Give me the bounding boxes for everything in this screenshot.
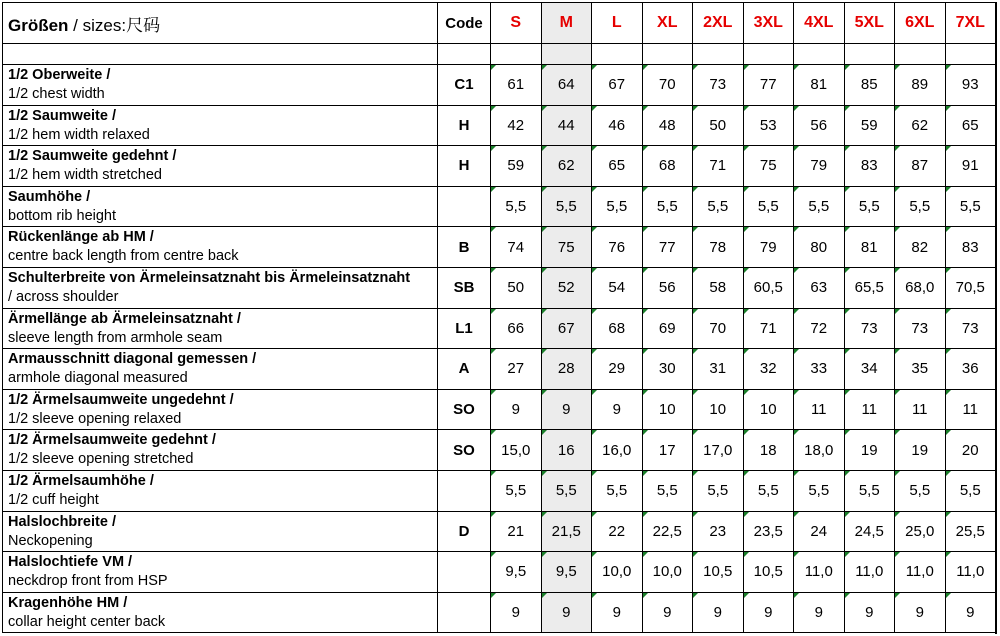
size-value-7xl: 65 [945, 105, 996, 146]
size-value-5xl: 5,5 [844, 186, 895, 227]
size-value-4xl: 72 [794, 308, 845, 349]
measurement-code: D [438, 511, 491, 552]
table-row [3, 552, 996, 593]
size-value-6xl: 11 [895, 389, 946, 430]
table-row [3, 511, 996, 552]
measurement-label-en: neckdrop front from HSP [8, 573, 168, 590]
measurement-label-en: 1/2 cuff height [8, 491, 99, 508]
size-value-3xl: 5,5 [743, 186, 794, 227]
spacer-cell [945, 44, 996, 65]
size-value-xl: 5,5 [642, 470, 693, 511]
size-value-5xl: 81 [844, 227, 895, 268]
size-value-4xl: 18,0 [794, 430, 845, 471]
size-value-6xl: 5,5 [895, 470, 946, 511]
measurement-label-de: 1/2 Ärmelsaumhöhe / [8, 472, 154, 489]
size-value-4xl: 5,5 [794, 470, 845, 511]
spacer-cell [844, 44, 895, 65]
size-value-m: 75 [541, 227, 592, 268]
size-value-3xl: 32 [743, 349, 794, 390]
spacer-cell [592, 44, 643, 65]
table-right-border [995, 2, 997, 634]
size-value-3xl: 23,5 [743, 511, 794, 552]
measurement-label-en: sleeve length from armhole seam [8, 329, 223, 346]
size-value-7xl: 5,5 [945, 470, 996, 511]
table-row [3, 470, 996, 511]
table-row [3, 65, 996, 106]
size-value-2xl: 10 [693, 389, 744, 430]
spacer-cell [693, 44, 744, 65]
size-value-5xl: 11,0 [844, 552, 895, 593]
spacer-cell [541, 44, 592, 65]
size-value-6xl: 5,5 [895, 186, 946, 227]
size-header-4xl: 4XL [794, 3, 845, 44]
size-value-s: 9 [491, 592, 542, 633]
measurement-label-en: 1/2 sleeve opening stretched [8, 451, 194, 468]
size-value-3xl: 5,5 [743, 470, 794, 511]
size-value-s: 15,0 [491, 430, 542, 471]
size-header-2xl: 2XL [693, 3, 744, 44]
size-value-6xl: 73 [895, 308, 946, 349]
size-value-4xl: 80 [794, 227, 845, 268]
size-chart-table [2, 2, 996, 633]
size-value-m: 64 [541, 65, 592, 106]
size-value-7xl: 70,5 [945, 267, 996, 308]
size-value-l: 65 [592, 146, 643, 187]
size-value-5xl: 11 [844, 389, 895, 430]
size-value-m: 21,5 [541, 511, 592, 552]
size-value-5xl: 85 [844, 65, 895, 106]
table-row [3, 592, 996, 633]
size-value-5xl: 59 [844, 105, 895, 146]
size-value-s: 50 [491, 267, 542, 308]
size-value-4xl: 56 [794, 105, 845, 146]
measurement-code [438, 592, 491, 633]
measurement-code [438, 186, 491, 227]
size-value-m: 28 [541, 349, 592, 390]
size-value-s: 9 [491, 389, 542, 430]
size-value-7xl: 93 [945, 65, 996, 106]
size-value-l: 22 [592, 511, 643, 552]
header-row [3, 3, 996, 44]
size-value-s: 61 [491, 65, 542, 106]
measurement-label [3, 308, 438, 349]
size-value-4xl: 24 [794, 511, 845, 552]
size-value-4xl: 9 [794, 592, 845, 633]
measurement-label-en: centre back length from centre back [8, 248, 239, 265]
measurement-label-en: 1/2 sleeve opening relaxed [8, 410, 182, 427]
size-value-3xl: 53 [743, 105, 794, 146]
size-value-xl: 69 [642, 308, 693, 349]
measurement-code: L1 [438, 308, 491, 349]
size-value-6xl: 89 [895, 65, 946, 106]
size-value-3xl: 71 [743, 308, 794, 349]
size-value-5xl: 34 [844, 349, 895, 390]
size-value-6xl: 9 [895, 592, 946, 633]
size-value-7xl: 11,0 [945, 552, 996, 593]
measurement-label-de: 1/2 Saumweite / [8, 107, 116, 124]
size-value-l: 9 [592, 389, 643, 430]
spacer-cell [743, 44, 794, 65]
size-value-m: 5,5 [541, 186, 592, 227]
size-value-2xl: 31 [693, 349, 744, 390]
measurement-label [3, 267, 438, 308]
measurement-label-de: Armausschnitt diagonal gemessen / [8, 351, 257, 368]
size-value-3xl: 10 [743, 389, 794, 430]
size-value-2xl: 70 [693, 308, 744, 349]
spacer-cell [794, 44, 845, 65]
size-value-xl: 17 [642, 430, 693, 471]
size-value-7xl: 5,5 [945, 186, 996, 227]
size-header-s: S [491, 3, 542, 44]
table-row [3, 308, 996, 349]
size-value-m: 9,5 [541, 552, 592, 593]
measurement-label-de: 1/2 Ärmelsaumweite ungedehnt / [8, 391, 234, 408]
size-header-m: M [541, 3, 592, 44]
size-header-7xl: 7XL [945, 3, 996, 44]
size-value-7xl: 9 [945, 592, 996, 633]
size-value-xl: 56 [642, 267, 693, 308]
size-value-s: 59 [491, 146, 542, 187]
title-rest: / sizes:尺码 [68, 15, 161, 35]
measurement-label-en: 1/2 hem width stretched [8, 167, 162, 184]
size-value-6xl: 82 [895, 227, 946, 268]
spacer-cell [642, 44, 693, 65]
size-value-3xl: 75 [743, 146, 794, 187]
size-value-l: 54 [592, 267, 643, 308]
size-value-s: 21 [491, 511, 542, 552]
size-value-5xl: 5,5 [844, 470, 895, 511]
measurement-label [3, 146, 438, 187]
size-value-3xl: 10,5 [743, 552, 794, 593]
measurement-label [3, 552, 438, 593]
size-header-xl: XL [642, 3, 693, 44]
measurement-code: H [438, 146, 491, 187]
measurement-label-en: bottom rib height [8, 207, 117, 224]
size-value-xl: 10,0 [642, 552, 693, 593]
size-value-s: 27 [491, 349, 542, 390]
table-row [3, 227, 996, 268]
size-value-xl: 9 [642, 592, 693, 633]
measurement-code: C1 [438, 65, 491, 106]
size-value-2xl: 73 [693, 65, 744, 106]
size-value-4xl: 11 [794, 389, 845, 430]
size-value-l: 46 [592, 105, 643, 146]
size-value-xl: 48 [642, 105, 693, 146]
measurement-label-de: 1/2 Ärmelsaumweite gedehnt / [8, 432, 216, 449]
size-value-2xl: 5,5 [693, 470, 744, 511]
table-row [3, 349, 996, 390]
size-value-l: 68 [592, 308, 643, 349]
measurement-label-de: Kragenhöhe HM / [8, 594, 128, 611]
measurement-label [3, 227, 438, 268]
size-value-l: 29 [592, 349, 643, 390]
measurement-label [3, 389, 438, 430]
size-value-xl: 5,5 [642, 186, 693, 227]
measurement-label-de: 1/2 Saumweite gedehnt / [8, 148, 177, 165]
size-value-xl: 70 [642, 65, 693, 106]
size-value-s: 5,5 [491, 470, 542, 511]
measurement-label-de: Halslochtiefe VM / [8, 554, 133, 571]
size-value-2xl: 9 [693, 592, 744, 633]
size-value-6xl: 62 [895, 105, 946, 146]
measurement-label [3, 430, 438, 471]
size-value-xl: 30 [642, 349, 693, 390]
measurement-code: SO [438, 430, 491, 471]
size-value-2xl: 23 [693, 511, 744, 552]
size-value-6xl: 87 [895, 146, 946, 187]
size-value-6xl: 68,0 [895, 267, 946, 308]
measurement-label-en: Neckopening [8, 532, 93, 549]
table-row [3, 430, 996, 471]
size-header-6xl: 6XL [895, 3, 946, 44]
measurement-label [3, 105, 438, 146]
size-value-s: 5,5 [491, 186, 542, 227]
size-value-4xl: 63 [794, 267, 845, 308]
size-value-4xl: 33 [794, 349, 845, 390]
measurement-label-de: Schulterbreite von Ärmeleinsatznaht bis Ärmeleinsatznaht [8, 269, 411, 286]
size-value-6xl: 19 [895, 430, 946, 471]
measurement-label-de: Halslochbreite / [8, 513, 116, 530]
measurement-label-de: Rückenlänge ab HM / [8, 229, 154, 246]
measurement-code: A [438, 349, 491, 390]
size-value-4xl: 5,5 [794, 186, 845, 227]
measurement-label-en: 1/2 chest width [8, 86, 105, 102]
size-value-2xl: 5,5 [693, 186, 744, 227]
size-value-2xl: 58 [693, 267, 744, 308]
table-row [3, 105, 996, 146]
title-bold: Größen [8, 15, 69, 35]
size-value-m: 5,5 [541, 470, 592, 511]
measurement-code: SB [438, 267, 491, 308]
size-value-xl: 68 [642, 146, 693, 187]
size-value-7xl: 83 [945, 227, 996, 268]
measurement-label [3, 511, 438, 552]
size-value-l: 76 [592, 227, 643, 268]
table-row [3, 389, 996, 430]
size-value-7xl: 25,5 [945, 511, 996, 552]
table-title [3, 3, 438, 44]
size-value-7xl: 36 [945, 349, 996, 390]
size-value-xl: 22,5 [642, 511, 693, 552]
size-header-3xl: 3XL [743, 3, 794, 44]
measurement-label [3, 592, 438, 633]
measurement-code: B [438, 227, 491, 268]
measurement-label-en: armhole diagonal measured [8, 370, 188, 387]
size-value-3xl: 60,5 [743, 267, 794, 308]
size-value-6xl: 25,0 [895, 511, 946, 552]
measurement-code [438, 470, 491, 511]
size-value-7xl: 20 [945, 430, 996, 471]
size-value-3xl: 18 [743, 430, 794, 471]
size-value-s: 9,5 [491, 552, 542, 593]
size-header-l: L [592, 3, 643, 44]
size-value-3xl: 9 [743, 592, 794, 633]
size-value-5xl: 24,5 [844, 511, 895, 552]
size-value-m: 16 [541, 430, 592, 471]
size-value-l: 16,0 [592, 430, 643, 471]
measurement-label [3, 186, 438, 227]
size-value-m: 44 [541, 105, 592, 146]
size-value-7xl: 91 [945, 146, 996, 187]
size-value-5xl: 9 [844, 592, 895, 633]
size-value-5xl: 19 [844, 430, 895, 471]
size-value-m: 67 [541, 308, 592, 349]
size-value-s: 66 [491, 308, 542, 349]
size-value-l: 67 [592, 65, 643, 106]
size-value-2xl: 17,0 [693, 430, 744, 471]
spacer-row [3, 44, 996, 65]
table-row [3, 267, 996, 308]
size-header-5xl: 5XL [844, 3, 895, 44]
size-value-m: 62 [541, 146, 592, 187]
measurement-label [3, 65, 438, 106]
size-value-l: 9 [592, 592, 643, 633]
size-value-3xl: 79 [743, 227, 794, 268]
measurement-label-en: collar height center back [8, 613, 166, 630]
size-value-4xl: 81 [794, 65, 845, 106]
measurement-label-de: 1/2 Oberweite / [8, 67, 111, 83]
measurement-label-de: Ärmellänge ab Ärmeleinsatznaht / [8, 310, 241, 327]
size-value-2xl: 71 [693, 146, 744, 187]
size-value-s: 74 [491, 227, 542, 268]
size-value-l: 10,0 [592, 552, 643, 593]
measurement-label [3, 470, 438, 511]
size-value-m: 9 [541, 592, 592, 633]
size-value-5xl: 65,5 [844, 267, 895, 308]
size-value-s: 42 [491, 105, 542, 146]
size-value-m: 52 [541, 267, 592, 308]
measurement-label-en: 1/2 hem width relaxed [8, 126, 150, 143]
table-row [3, 146, 996, 187]
code-header: Code [438, 3, 491, 44]
size-value-6xl: 35 [895, 349, 946, 390]
measurement-label-de: Saumhöhe / [8, 188, 91, 205]
size-value-5xl: 83 [844, 146, 895, 187]
measurement-code: SO [438, 389, 491, 430]
size-value-2xl: 10,5 [693, 552, 744, 593]
size-value-4xl: 79 [794, 146, 845, 187]
size-value-7xl: 73 [945, 308, 996, 349]
size-value-2xl: 78 [693, 227, 744, 268]
spacer-cell [491, 44, 542, 65]
size-value-5xl: 73 [844, 308, 895, 349]
size-value-6xl: 11,0 [895, 552, 946, 593]
measurement-code [438, 552, 491, 593]
size-value-m: 9 [541, 389, 592, 430]
measurement-label-en: / across shoulder [8, 288, 119, 305]
spacer-cell [3, 44, 438, 65]
size-value-xl: 10 [642, 389, 693, 430]
size-value-7xl: 11 [945, 389, 996, 430]
size-value-2xl: 50 [693, 105, 744, 146]
size-value-l: 5,5 [592, 470, 643, 511]
size-value-l: 5,5 [592, 186, 643, 227]
measurement-label [3, 349, 438, 390]
measurement-code: H [438, 105, 491, 146]
size-value-xl: 77 [642, 227, 693, 268]
size-value-3xl: 77 [743, 65, 794, 106]
size-value-4xl: 11,0 [794, 552, 845, 593]
table-row [3, 186, 996, 227]
spacer-cell [438, 44, 491, 65]
spacer-cell [895, 44, 946, 65]
